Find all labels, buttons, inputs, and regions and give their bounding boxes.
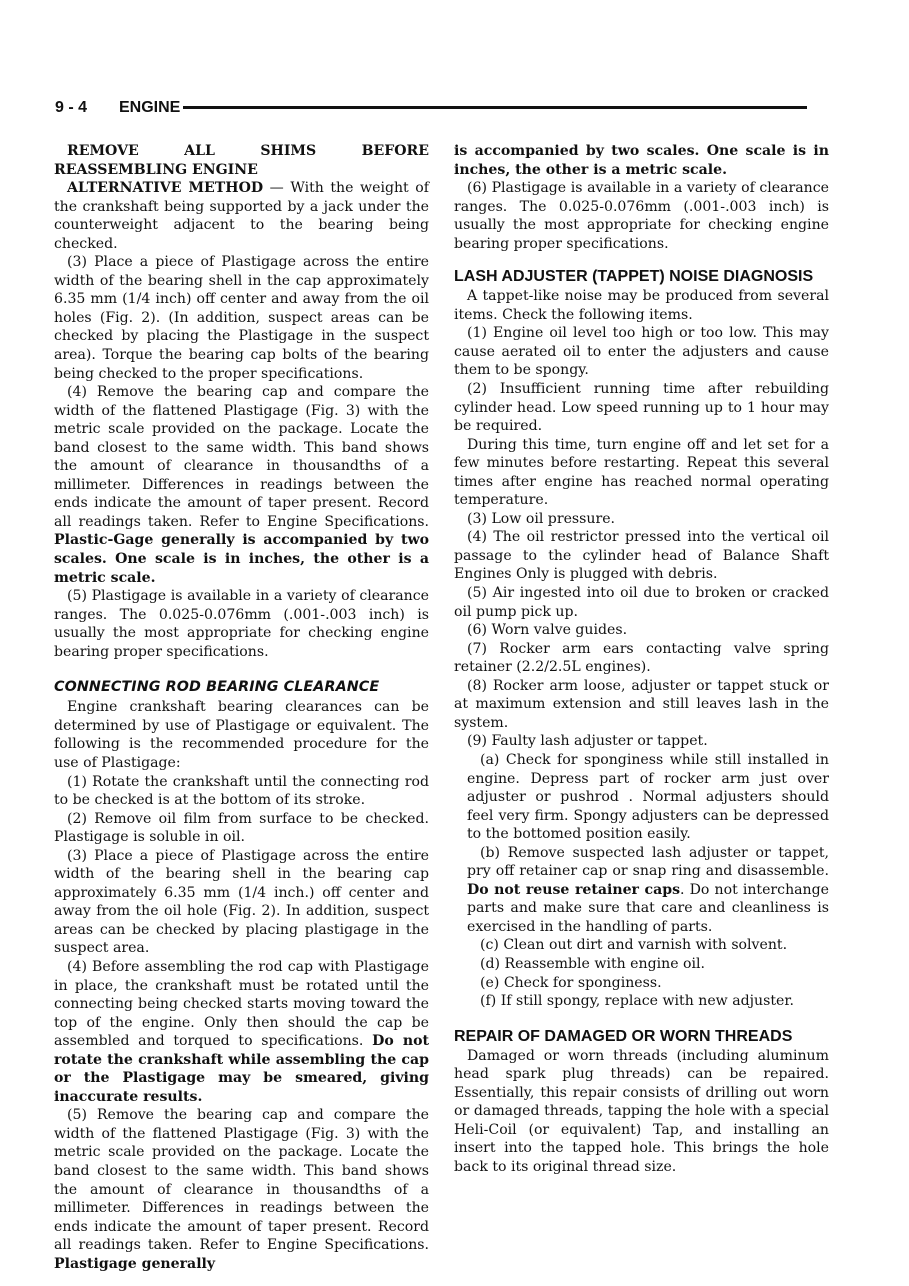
rod-intro-paragraph: Engine crankshaft bearing clearances can be determined by use of Plastigage or equivalent. The following is the recommended procedure for the use of Plastigage: bbox=[54, 699, 429, 771]
remove-shims-heading: REMOVE ALL SHIMS BEFORE REASSEMBLING ENGINE bbox=[54, 143, 429, 178]
step-5-paragraph: (5) Plastigage is available in a variety of clearance ranges. The 0.025-0.076mm (.001-.003 inch) is usually the most appropriate for checking engine bearing proper specifications. bbox=[54, 588, 429, 660]
rod-step-4-text: (4) Before assembling the rod cap with Plastigage in place, the crankshaft must be rotated until the connecting being checked starts moving toward the top of the engine. Only then should the cap be assembled and torqued to specifications. bbox=[54, 958, 429, 1050]
lash-item-6: (6) Worn valve guides. bbox=[467, 622, 628, 639]
repair-threads-heading: REPAIR OF DAMAGED OR WORN THREADS bbox=[454, 1027, 793, 1045]
lash-adjuster-heading: LASH ADJUSTER (TAPPET) NOISE DIAGNOSIS bbox=[454, 268, 814, 286]
lash-item-9b-text: (b) Remove suspected lash adjuster or tappet, pry off retainer cap or snap ring and disassemble. bbox=[467, 844, 829, 880]
lash-item-9b-rest: . Do not interchange parts and make sure that care and cleanliness is exercised in the handling of parts. bbox=[467, 881, 829, 935]
alternative-method-label: ALTERNATIVE METHOD bbox=[67, 180, 264, 197]
rod-step-5-bold-note: Plastigage generally bbox=[54, 1255, 216, 1272]
lash-item-9c: (c) Clean out dirt and varnish with solvent. bbox=[480, 937, 788, 954]
section-title: ENGINE bbox=[119, 99, 181, 116]
step-4-bold-note: Plastic-Gage generally is accompanied by two scales. One scale is in inches, the other is a metric scale. bbox=[54, 532, 429, 586]
right-column bbox=[454, 142, 829, 1176]
lash-item-4: (4) The oil restrictor pressed into the vertical oil passage to the cylinder head of Balance Shaft Engines Only is plugged with debris. bbox=[454, 529, 829, 583]
step-6-paragraph: (6) Plastigage is available in a variety of clearance ranges. The 0.025-0.076mm (.001-.003 inch) is usually the most appropriate for checking engine bearing proper specifications. bbox=[454, 180, 829, 252]
lash-item-3: (3) Low oil pressure. bbox=[467, 510, 616, 527]
rod-step-4 bbox=[54, 958, 429, 1106]
step-3-paragraph: (3) Place a piece of Plastigage across the entire width of the bearing shell in the cap approximately 6.35 mm (1/4 inch) off center and away from the oil holes (Fig. 2). (In addition, suspect areas can be checked by placing the Plastigage in the suspect area). Torque the bearing cap bolts of the bearing being checked to the proper specifications. bbox=[54, 254, 429, 382]
rod-step-5-text: (5) Remove the bearing cap and compare the width of the flattened Plastigage (Fig. 3) with the metric scale provided on the package. Locate the band closest to the same width. This band shows the amount of clearance in thousandths of a millimeter. Differences in readings between the ends indicate the amount of taper present. Record all readings taken. Refer to Engine Specifications. bbox=[54, 1107, 429, 1254]
step-4-paragraph bbox=[54, 383, 429, 587]
lash-item-9a: (a) Check for sponginess while still installed in engine. Depress part of rocker arm just over adjuster or pushrod . Normal adjusters should feel very firm. Spongy adjusters can be depressed to the bottomed position easily. bbox=[467, 751, 829, 843]
alternative-method-paragraph bbox=[54, 179, 429, 253]
lash-item-5: (5) Air ingested into oil due to broken or cracked oil pump pick up. bbox=[454, 585, 829, 620]
lash-item-9e: (e) Check for sponginess. bbox=[480, 974, 662, 991]
repair-threads-paragraph: Damaged or worn threads (including aluminum head spark plug threads) can be repaired. Essentially, this repair consists of drilling out worn or damaged threads, tapping the hole with a special Heli-Coil (or equivalent) Tap, and installing an insert into the tapped hole. This brings the hole back to its original thread size. bbox=[454, 1047, 829, 1175]
page-header bbox=[55, 96, 807, 120]
lash-item-9b-warning: Do not reuse retainer caps bbox=[467, 881, 681, 898]
page-number: 9 - 4 bbox=[55, 99, 88, 116]
continued-bold-note: is accompanied by two scales. One scale is in inches, the other is a metric scale. bbox=[454, 143, 829, 178]
rod-step-1: (1) Rotate the crankshaft until the connecting rod to be checked is at the bottom of its stroke. bbox=[54, 773, 429, 809]
lash-item-9b bbox=[467, 844, 829, 937]
lash-during-paragraph: During this time, turn engine off and let set for a few minutes before restarting. Repeat this several times after engine has reached normal operating temperature. bbox=[454, 436, 829, 509]
lash-item-8: (8) Rocker arm loose, adjuster or tappet stuck or at maximum extension and still leaves lash in the system. bbox=[454, 677, 829, 731]
lash-item-1: (1) Engine oil level too high or too low. This may cause aerated oil to enter the adjusters and cause them to be spongy. bbox=[454, 325, 829, 379]
connecting-rod-heading: CONNECTING ROD BEARING CLEARANCE bbox=[54, 679, 380, 696]
lash-item-2: (2) Insufficient running time after rebuilding cylinder head. Low speed running up to 1 hour may be required. bbox=[454, 381, 829, 435]
lash-item-9f: (f) If still spongy, replace with new adjuster. bbox=[480, 993, 794, 1010]
rod-step-2: (2) Remove oil film from surface to be checked. Plastigage is soluble in oil. bbox=[54, 810, 429, 846]
alternative-method-text: — With the weight of the crankshaft being supported by a jack under the counterweight adjacent to the bearing being checked. bbox=[54, 180, 429, 252]
lash-item-9: (9) Faulty lash adjuster or tappet. bbox=[467, 733, 708, 750]
step-4-text: (4) Remove the bearing cap and compare the width of the flattened Plastigage (Fig. 3) with the metric scale provided on the package. Locate the band closest to the same width. This band shows the amount of clearance in thousandths of a millimeter. Differences in readings between the ends indicate the amount of taper present. Record all readings taken. Refer to Engine Specifications. bbox=[54, 384, 429, 530]
left-column bbox=[54, 142, 429, 1273]
rod-step-5 bbox=[54, 1106, 429, 1273]
rod-step-4-warning: Do not rotate the crankshaft while assembling the cap or the Plastigage may be smeared, giving inaccurate results. bbox=[54, 1033, 429, 1105]
lash-item-7: (7) Rocker arm ears contacting valve spring retainer (2.2/2.5L engines). bbox=[454, 640, 829, 676]
lash-item-9d: (d) Reassemble with engine oil. bbox=[480, 955, 705, 972]
rod-step-3: (3) Place a piece of Plastigage across the entire width of the bearing shell in the bearing cap approximately 6.35 mm (1/4 inch.) off center and away from the oil hole (Fig. 2). In addition, suspect areas can be checked by placing plastigage in the suspect area. bbox=[54, 847, 429, 957]
header-rule bbox=[183, 106, 807, 109]
lash-intro-paragraph: A tappet-like noise may be produced from several items. Check the following items. bbox=[454, 288, 829, 323]
